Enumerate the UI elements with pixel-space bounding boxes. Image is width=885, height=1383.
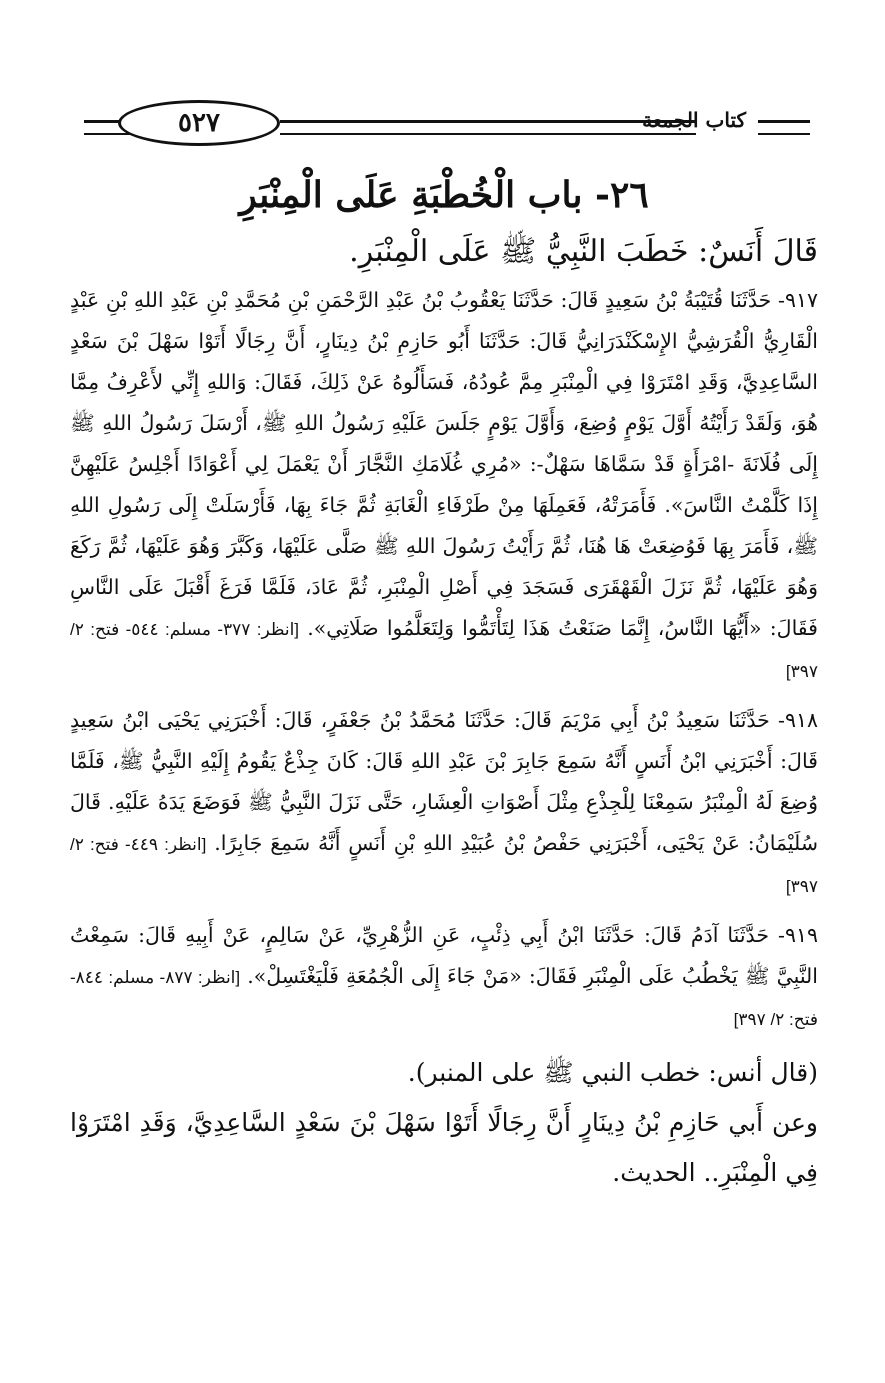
- page-body: [70, 168, 818, 1198]
- hadith-reference: [انظر: ٤٤٩- فتح: ٢/ ٣٩٧]: [70, 835, 818, 896]
- hadith-919: [70, 915, 818, 1040]
- header-rule-middle: [280, 120, 696, 135]
- page-header: [84, 98, 810, 148]
- commentary-line: (قال أنس: خطب النبي ﷺ على المنبر).: [407, 1058, 818, 1087]
- page-number: ٥٢٧: [118, 100, 280, 146]
- header-rule-right: [758, 120, 810, 135]
- book-title: كتاب الجمعة: [642, 108, 746, 132]
- hadith-text: ٩١٧- حَدَّثَنَا قُتَيْبَةُ بْنُ سَعِيدٍ قَالَ: حَدَّثَنَا يَعْقُوبُ بْنُ عَبْدِ الرَّحْمَنِ بْنِ مُحَمَّدِ بْنِ عَبْدِ اللهِ بْنِ عَبْدٍ الْقَارِيُّ الْقُرَشِيُّ الإِسْكَنْدَرَانِيُّ قَالَ: حَدَّثَنَا أَبُو حَازِمِ بْنُ دِينَارٍ، أَنَّ رِجَالًا أَتَوْا سَهْلَ بْنَ سَعْدٍ السَّاعِدِيَّ، وَقَدِ امْتَرَوْا فِي الْمِنْبَرِ مِمَّ عُودُهُ، فَسَأَلُوهُ عَنْ ذَلِكَ، فَقَالَ: وَاللهِ إِنِّي لأَعْرِفُ مِمَّا هُوَ، وَلَقَدْ رَأَيْتُهُ أَوَّلَ يَوْمٍ وُضِعَ، وَأَوَّلَ يَوْمٍ جَلَسَ عَلَيْهِ رَسُولُ اللهِ ﷺ، أَرْسَلَ رَسُولُ اللهِ ﷺ إِلَى فُلَانَةَ -امْرَأَةٍ قَدْ سَمَّاهَا سَهْلٌ-: «مُرِي غُلَامَكِ النَّجَّارَ أَنْ يَعْمَلَ لِي أَعْوَادًا أَجْلِسُ عَلَيْهِنَّ إِذَا كَلَّمْتُ النَّاسَ». فَأَمَرَتْهُ، فَعَمِلَهَا مِنْ طَرْفَاءِ الْغَابَةِ ثُمَّ جَاءَ بِهَا، فَأَرْسَلَتْ إِلَى رَسُولِ اللهِ ﷺ، فَأَمَرَ بِهَا فَوُضِعَتْ هَا هُنَا، ثُمَّ رَأَيْتُ رَسُولَ اللهِ ﷺ صَلَّى عَلَيْهَا، وَكَبَّرَ وَهُوَ عَلَيْهَا، ثُمَّ رَكَعَ وَهُوَ عَلَيْهَا، ثُمَّ نَزَلَ الْقَهْقَرَى فَسَجَدَ فِي أَصْلِ الْمِنْبَرِ، ثُمَّ عَادَ، فَلَمَّا فَرَغَ أَقْبَلَ عَلَى النَّاسِ فَقَالَ: «أَيُّهَا النَّاسُ، إِنَّمَا صَنَعْتُ هَذَا لِتَأْتَمُّوا وَلِتَعَلَّمُوا صَلَاتِي».: [70, 288, 818, 640]
- hadith-reference: [انظر: ٣٧٧- مسلم: ٥٤٤- فتح: ٢/ ٣٩٧]: [70, 620, 818, 681]
- chapter-title: ٢٦- باب الْخُطْبَةِ عَلَى الْمِنْبَرِ: [239, 174, 649, 216]
- hadith-reference: [انظر: ٨٧٧- مسلم: ٨٤٤- فتح: ٢/ ٣٩٧]: [70, 968, 818, 1029]
- hadith-918: [70, 700, 818, 907]
- hadith-text: ٩١٩- حَدَّثَنَا آدَمُ قَالَ: حَدَّثَنَا ابْنُ أَبِي ذِئْبٍ، عَنِ الزُّهْرِيِّ، عَنْ سَالِمٍ، عَنْ أَبِيهِ قَالَ: سَمِعْتُ النَّبِيَّ ﷺ يَخْطُبُ عَلَى الْمِنْبَرِ فَقَالَ: «مَنْ جَاءَ إِلَى الْجُمُعَةِ فَلْيَغْتَسِلْ».: [70, 923, 818, 988]
- commentary-line: وعن أَبي حَازِمِ بْنُ دِينَارٍ أَنَّ رِجَالًا أَتَوْا سَهْلَ بْنَ سَعْدٍ السَّاعِدِيَّ، وَقَدِ امْتَرَوْا فِي الْمِنْبَرِ.. الحديث.: [70, 1108, 818, 1187]
- hadith-text: ٩١٨- حَدَّثَنَا سَعِيدُ بْنُ أَبِي مَرْيَمَ قَالَ: حَدَّثَنَا مُحَمَّدُ بْنُ جَعْفَرٍ، قَالَ: أَخْبَرَنِي يَحْيَى ابْنُ سَعِيدٍ قَالَ: أَخْبَرَنِي ابْنُ أَنَسٍ أَنَّهُ سَمِعَ جَابِرَ بْنَ عَبْدِ اللهِ قَالَ: كَانَ جِذْعٌ يَقُومُ إِلَيْهِ النَّبِيُّ ﷺ، فَلَمَّا وُضِعَ لَهُ الْمِنْبَرُ سَمِعْنَا لِلْجِذْعِ مِثْلَ أَصْوَاتِ الْعِشَارِ، حَتَّى نَزَلَ النَّبِيُّ ﷺ فَوَضَعَ يَدَهُ عَلَيْهِ. قَالَ سُلَيْمَانُ: عَنْ يَحْيَى، أَخْبَرَنِي حَفْصُ بْنُ عُبَيْدِ اللهِ بْنِ أَنَسٍ أَنَّهُ سَمِعَ جَابِرًا.: [70, 708, 818, 855]
- chapter-quote: قَالَ أَنَسٌ: خَطَبَ النَّبِيُّ ﷺ عَلَى الْمِنْبَرِ.: [349, 234, 818, 269]
- hadith-917: [70, 280, 818, 692]
